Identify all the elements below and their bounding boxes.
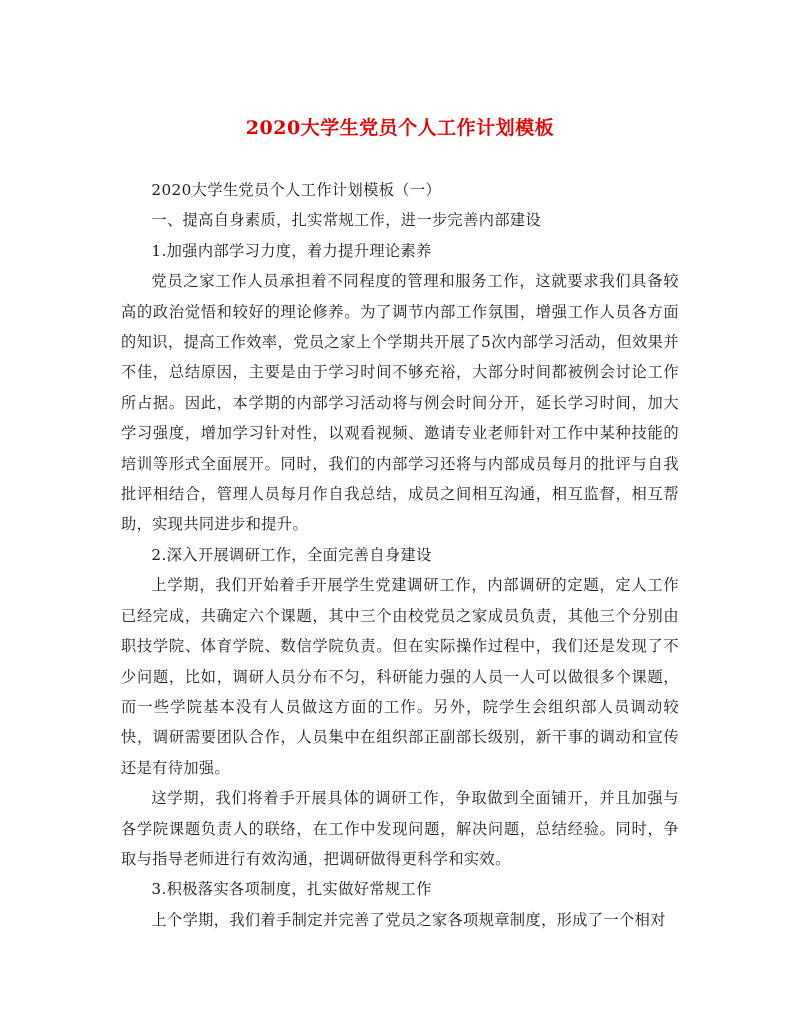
- body-paragraph: 这学期，我们将着手开展具体的调研工作，争取做到全面铺开，并且加强与各学院课题负责人的联络，在工作中发现问题，解决问题，总结经验。同时，争取与指导老师进行有效沟通，把调研做得更科学和实效。: [121, 789, 679, 868]
- document-title: 2020大学生党员个人工作计划模板: [245, 117, 555, 139]
- section-subtitle: 2020大学生党员个人工作计划模板（一）: [151, 181, 442, 199]
- subsection-heading: 3.积极落实各项制度，扎实做好常规工作: [151, 880, 432, 899]
- subsection-heading: 2.深入开展调研工作，全面完善自身建设: [151, 545, 432, 564]
- body-paragraph: 上个学期，我们着手制定并完善了党员之家各项规章制度，形成了一个相对: [151, 910, 666, 929]
- body-paragraph: 党员之家工作人员承担着不同程度的管理和服务工作，这就要求我们具备较高的政治觉悟和较好的理论修养。为了调节内部工作氛围，增强工作人员各方面的知识，提高工作效率，党员之家上个学期共开展了5次内部学习活动，但效果并不佳，总结原因，主要是由于学习时间不够充裕，大部分时间都被例会讨论工作所占据。因此，本学期的内部学习活动将与例会时间分开，延长学习时间，加大学习强度，增加学习针对性，以观看视频、邀请专业老师针对工作中某种技能的培训等形式全面展开。同时，我们的内部学习还将与内部成员每月的批评与自我批评相结合，管理人员每月作自我总结，成员之间相互沟通，相互监督，相互帮助，实现共同进步和提升。: [121, 272, 680, 534]
- document-body: [121, 175, 679, 935]
- body-paragraph: 上学期，我们开始着手开展学生党建调研工作，内部调研的定题，定人工作已经完成，共确定六个课题，其中三个由校党员之家成员负责，其他三个分别由职技学院、体育学院、数信学院负责。但在实际操作过程中，我们还是发现了不少问题，比如，调研人员分布不匀，科研能力强的人员一人可以做很多个课题，而一些学院基本没有人员做这方面的工作。另外，院学生会组织部人员调动较快，调研需要团队合作，人员集中在组织部正副部长级别，新干事的调动和宣传还是有待加强。: [121, 576, 679, 777]
- subsection-heading: 1.加强内部学习力度，着力提升理论素养: [151, 241, 432, 260]
- section-heading: 一、提高自身素质，扎实常规工作，进一步完善内部建设: [151, 211, 542, 230]
